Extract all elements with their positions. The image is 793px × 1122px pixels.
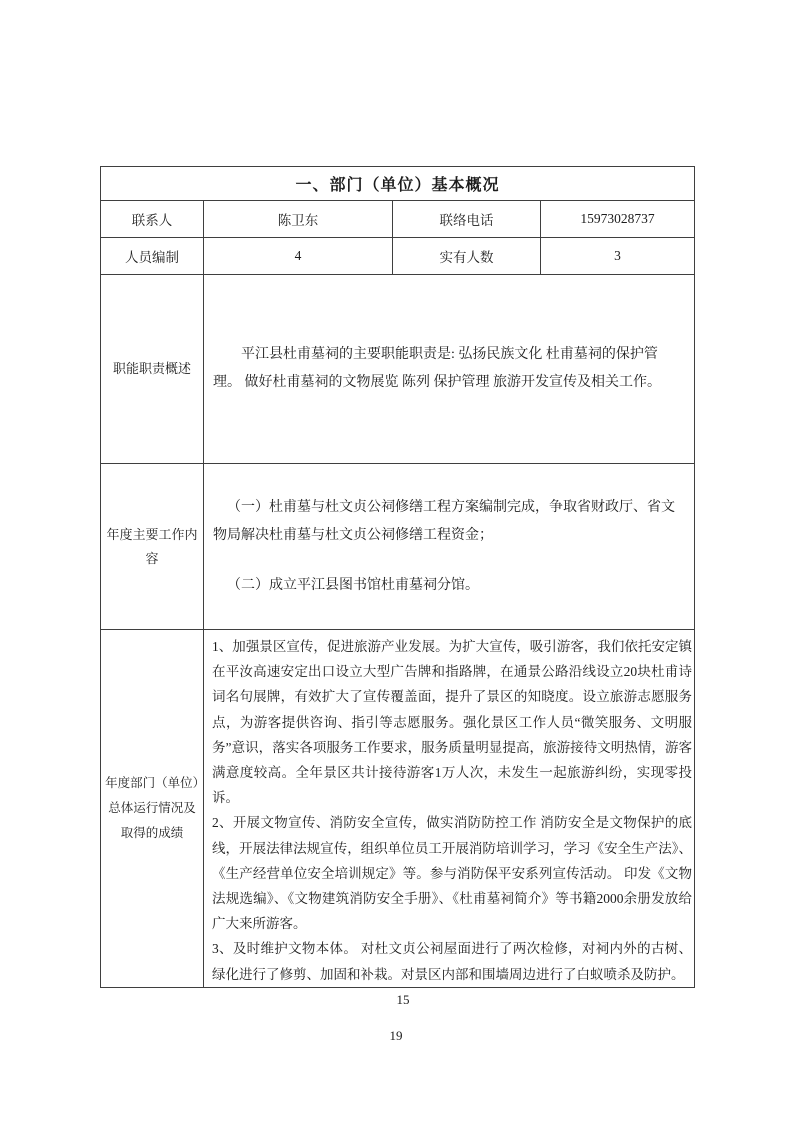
basic-overview-table (100, 166, 695, 988)
duties-paragraph: 平江县杜甫墓祠的主要职能职责是: 弘扬民族文化 杜甫墓祠的保护管理。 做好杜甫墓祠的文物展览 陈列 保护管理 旅游开发宣传及相关工作。 (213, 347, 661, 390)
staffing-row (101, 238, 695, 275)
table-title: 一、部门（单位）基本概况 (101, 167, 695, 201)
annual-work-section-content (204, 464, 695, 630)
contact-label: 联系人 (101, 201, 204, 238)
contact-row (101, 201, 695, 238)
performance-paragraph-3: 3、及时维护文物本体。 对杜文贞公祠屋面进行了两次检修，对祠内外的古树、绿化进行了修剪、加固和补栽。对景区内部和围墙周边进行了白蚁喷杀及防护。 (212, 941, 693, 982)
annual-performance-row (101, 630, 695, 988)
performance-paragraph-1: 1、加强景区宣传，促进旅游产业发展。为扩大宣传，吸引游客，我们依托安定镇在平汝高速安定出口设立大型广告牌和指路牌，在通景公路沿线设立20块杜甫诗词名句展牌，有效扩大了宣传覆盖面，提升了景区的知晓度。设立旅游志愿服务点，为游客提供咨询、指引等志愿服务。强化景区工作人员“微笑服务、文明服务”意识，落实各项服务工作要求，服务质量明显提高，旅游接待文明热情，游客满意度较高。全年景区共计接待游客1万人次，未发生一起旅游纠纷，实现零投诉。 (212, 639, 693, 806)
page-number-lower: 19 (389, 1028, 403, 1043)
phone-value: 15973028737 (541, 201, 695, 238)
headcount-label: 实有人数 (393, 238, 541, 275)
staffing-label: 人员编制 (101, 238, 204, 275)
annual-work-paragraph-1: （一）杜甫墓与杜文贞公祠修缮工程方案编制完成，争取省财政厅、省文物局解决杜甫墓与杜文贞公祠修缮工程资金； (213, 499, 675, 543)
performance-paragraph-2: 2、开展文物宣传、消防安全宣传，做实消防防控工作 消防安全是文物保护的底线，开展法律法规宣传，组织单位员工开展消防培训学习，学习《安全生产法》、《生产经营单位安全培训规定》等。参与消防保平安系列宣传活动。 印发《文物法规选编》、《文物建筑消防安全手册》、《杜甫墓祠简介》等书籍2000余册发放给广大来所游客。 (212, 815, 693, 932)
annual-performance-section-label: 年度部门（单位）总体运行情况及取得的成绩 (101, 630, 204, 988)
phone-label: 联络电话 (393, 201, 541, 238)
headcount-value: 3 (541, 238, 695, 275)
annual-work-paragraph-2: （二）成立平江县图书馆杜甫墓祠分馆。 (227, 577, 479, 593)
staffing-value: 4 (204, 238, 393, 275)
page-number-upper: 15 (396, 992, 410, 1007)
annual-work-section-label: 年度主要工作内容 (101, 464, 204, 630)
annual-work-row (101, 464, 695, 630)
contact-value: 陈卫东 (204, 201, 393, 238)
duties-section-content (204, 275, 695, 464)
duties-section-label: 职能职责概述 (101, 275, 204, 464)
duties-row (101, 275, 695, 464)
annual-performance-section-content (204, 630, 695, 988)
title-row (101, 167, 695, 201)
